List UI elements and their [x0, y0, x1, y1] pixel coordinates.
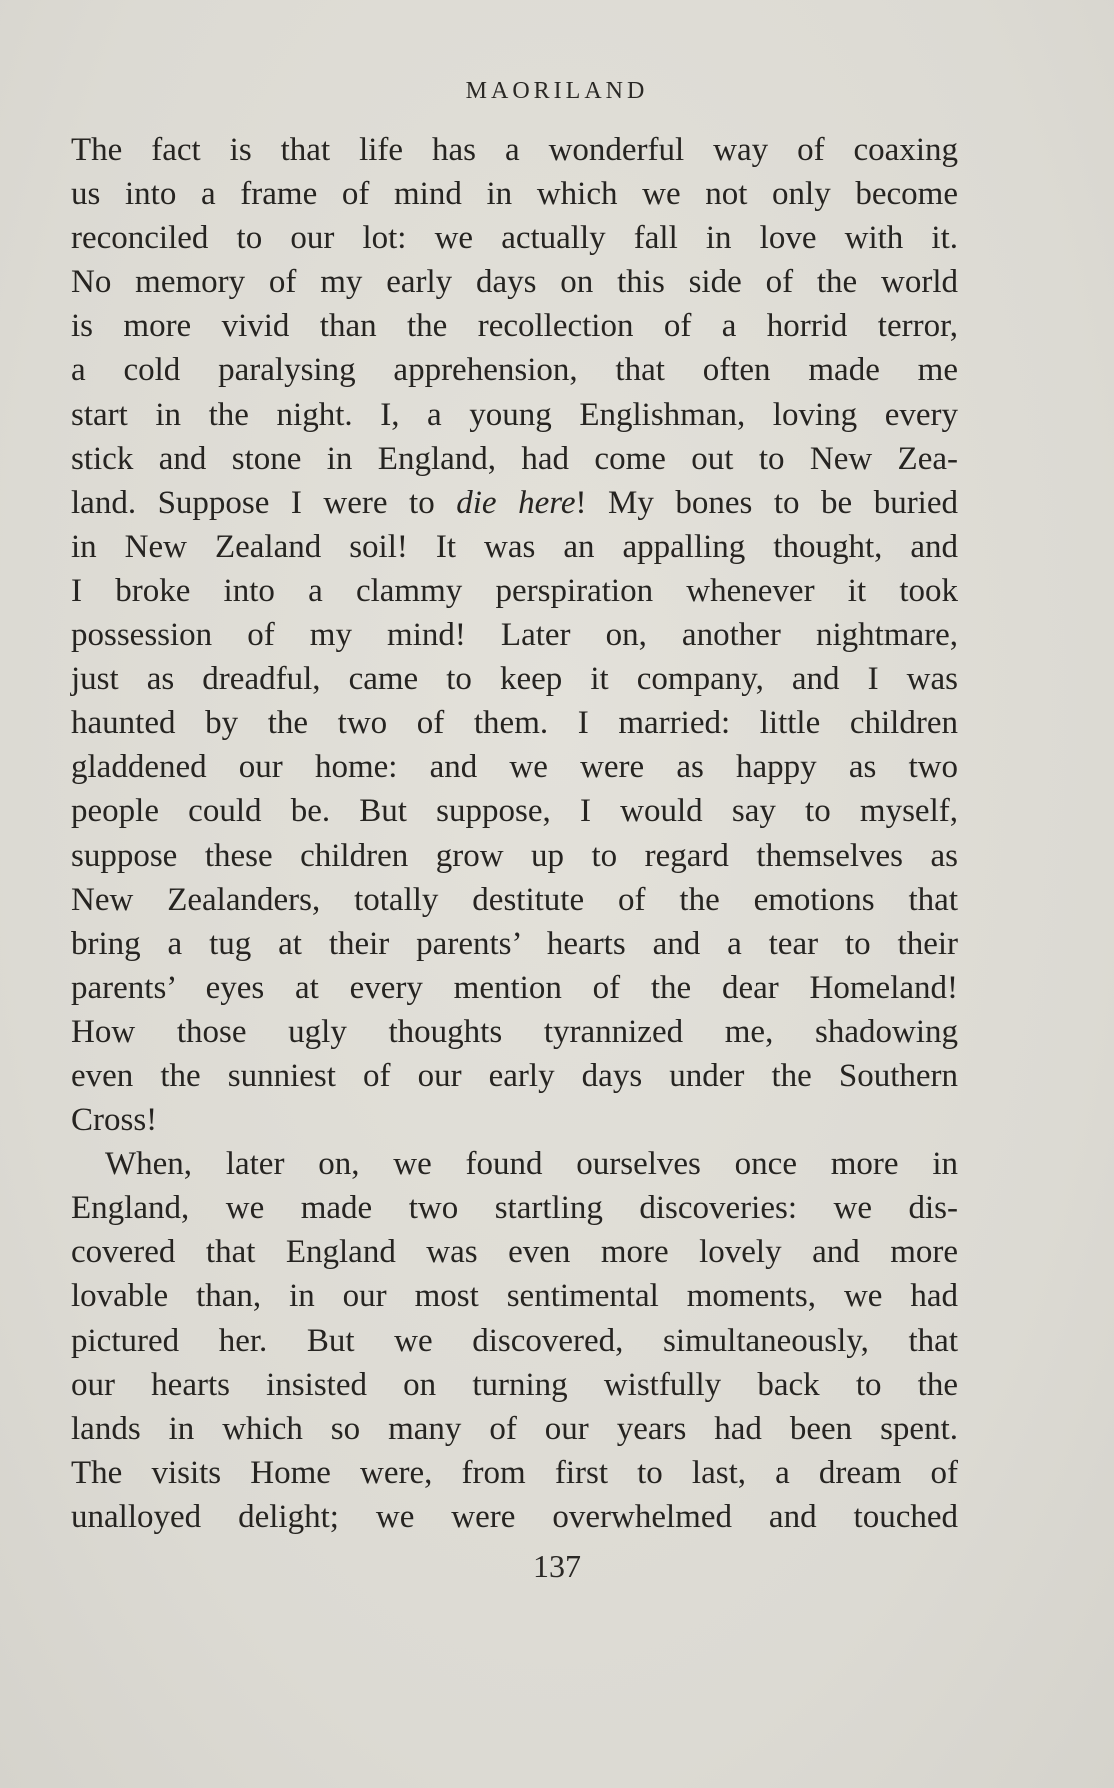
- text-line: reconciled to our lot: we actually fall in love with it.: [71, 220, 958, 257]
- text-line: covered that England was even more lovely and more: [71, 1234, 958, 1271]
- text-line: a cold paralysing apprehension, that often made me: [71, 352, 958, 389]
- text-line: our hearts insisted on turning wistfully back to the: [71, 1366, 958, 1403]
- text-line: lovable than, in our most sentimental moments, we had: [71, 1278, 958, 1315]
- page-number: 137: [533, 1548, 581, 1584]
- text-line: I broke into a clammy perspiration whenever it took: [71, 572, 958, 609]
- text-line: The visits Home were, from first to last, a dream of: [71, 1454, 958, 1491]
- text-line: The fact is that life has a wonderful way of coaxing: [71, 132, 958, 168]
- text-line: people could be. But suppose, I would say to myself,: [71, 793, 958, 830]
- italic-emphasis: die here: [456, 484, 576, 521]
- text-line: lands in which so many of our years had been spent.: [71, 1410, 958, 1447]
- text-line: England, we made two startling discoveries: we dis-: [71, 1190, 958, 1227]
- text-line: possession of my mind! Later on, another nightmare,: [71, 617, 958, 654]
- text-line: New Zealanders, totally destitute of the emotions that: [71, 881, 958, 918]
- text-segment: land. Suppose I were to: [71, 484, 457, 521]
- text-line: suppose these children grow up to regard themselves as: [71, 837, 958, 874]
- text-line: pictured her. But we discovered, simultaneously, that: [71, 1322, 958, 1359]
- text-line: just as dreadful, came to keep it company, and I was: [71, 661, 958, 698]
- text-line: No memory of my early days on this side of the world: [71, 264, 958, 301]
- text-line: parents’ eyes at every mention of the dear Homeland!: [71, 969, 958, 1006]
- text-line: even the sunniest of our early days under the Southern: [71, 1057, 958, 1094]
- text-line: unalloyed delight; we were overwhelmed and touched: [71, 1498, 958, 1535]
- text-line: Cross!: [71, 1102, 158, 1139]
- running-head: MAORILAND: [465, 78, 649, 104]
- text-segment: ! My bones to be buried: [575, 484, 958, 521]
- text-line: start in the night. I, a young Englishman, loving every: [71, 396, 958, 433]
- text-line: in New Zealand soil! It was an appalling thought, and: [71, 528, 958, 565]
- text-line-with-emphasis: [71, 481, 958, 525]
- text-line: us into a frame of mind in which we not only become: [71, 176, 958, 213]
- text-line: is more vivid than the recollection of a horrid terror,: [71, 308, 958, 345]
- text-line: stick and stone in England, had come out to New Zea-: [71, 440, 958, 477]
- text-line: haunted by the two of them. I married: little children: [71, 705, 958, 742]
- text-line: How those ugly thoughts tyrannized me, shadowing: [71, 1013, 958, 1050]
- text-line: bring a tug at their parents’ hearts and a tear to their: [71, 925, 958, 962]
- text-line: When, later on, we found ourselves once more in: [105, 1146, 958, 1183]
- text-line: gladdened our home: and we were as happy as two: [71, 749, 958, 786]
- body-text: [71, 128, 958, 1539]
